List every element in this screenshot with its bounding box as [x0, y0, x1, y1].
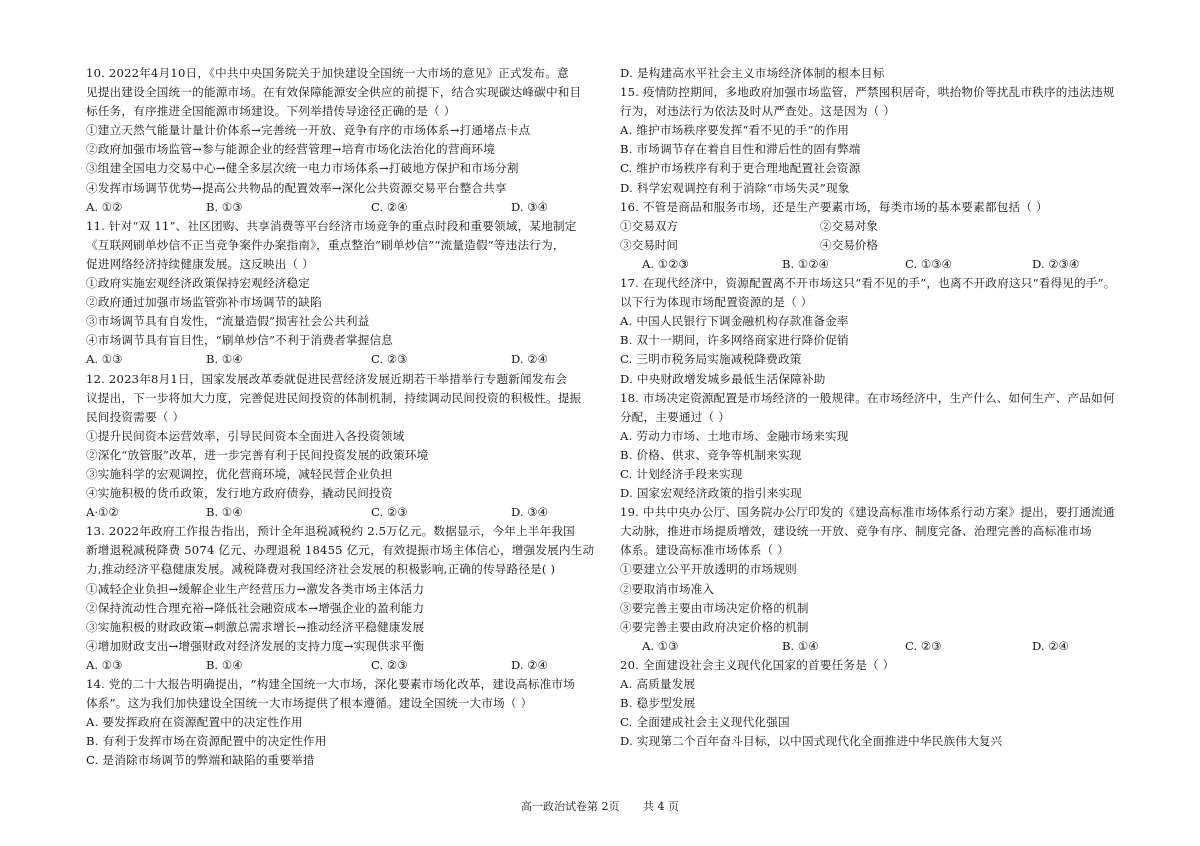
- text-line: ④发挥市场调节优势→提高公共物品的配置效率→深化公共资源交易平台整合共享: [86, 180, 507, 195]
- text-line: A. 高质量发展: [620, 677, 696, 691]
- text-line: 20. 全面建设社会主义现代化国家的首要任务是（ ）: [620, 657, 895, 672]
- page-footer: [0, 799, 1200, 815]
- text-line: ①政府实施宏观经济政策保持宏观经济稳定: [86, 276, 311, 291]
- text-line: A. 劳动力市场、土地市场、金融市场来实现: [620, 428, 849, 443]
- answer-option: C. ①③④: [905, 256, 953, 271]
- answer-options-row: [620, 217, 1140, 236]
- answer-options-row: [86, 198, 606, 217]
- text-line: ②深化“放管服”改革，进一步完善有利于民间投资发展的政策环境: [86, 447, 429, 462]
- text-line: C. 全面建成社会主义现代化强国: [620, 715, 790, 730]
- answer-options-row: [86, 656, 606, 675]
- text-line: ③实施科学的宏观调控，优化营商环境，减轻民营企业负担: [86, 466, 393, 481]
- text-line: 标任务，有序推进全国能源市场建设。下列举措传导途径正确的是（ ）: [86, 104, 456, 119]
- left-column: [86, 64, 606, 770]
- answer-option: C. ②③: [371, 657, 408, 672]
- text-line: 体系”。这为我们加快建设全国统一大市场提供了根本遵循。建设全国统一大市场（ ）: [86, 696, 533, 711]
- answer-option: A. ①②③: [642, 256, 689, 271]
- text-line: 体系。建设高标准市场体系（ ）: [620, 543, 789, 558]
- answer-option: ③交易时间: [620, 237, 678, 252]
- text-line: 11. 针对“双 11”、社区团购、共享消费等平台经济市场竞争的重点时段和重要领域，某地制定: [86, 218, 577, 233]
- answer-option: B. ①④: [206, 352, 243, 367]
- text-line: 民间投资需要（ ）: [86, 409, 185, 424]
- text-line: 促进网络经济持续健康发展。这反映出（ ）: [86, 256, 314, 271]
- answer-option: B. ①④: [206, 657, 243, 672]
- answer-option: A. ①③: [86, 657, 123, 672]
- answer-option: D. ③④: [511, 199, 549, 214]
- answer-option: D. ③④: [511, 505, 549, 520]
- text-line: B. 双十一期间，许多网络商家进行降价促销: [620, 333, 849, 348]
- text-line: ③要完善主要由市场决定价格的机制: [620, 600, 809, 615]
- answer-option: D. ②④: [511, 657, 549, 672]
- text-line: ④要完善主要由政府决定价格的机制: [620, 619, 809, 634]
- answer-option: A·①②: [86, 505, 119, 520]
- answer-options-row: [620, 637, 1140, 656]
- text-line: A. 中国人民银行下调金融机构存款准备金率: [620, 314, 849, 329]
- text-line: ①减轻企业负担→缓解企业生产经营压力→激发各类市场主体活力: [86, 581, 425, 596]
- text-line: ④市场调节具有盲目性，“刷单炒信”不利于消费者掌握信息: [86, 333, 394, 348]
- text-line: 12. 2023年8月1日，国家发展改革委就促进民营经济发展近期若干举措举行专题新闻发布会: [86, 371, 568, 386]
- text-line: 16. 不管是商品和服务市场，还是生产要素市场，每类市场的基本要素都包括（ ）: [620, 199, 1048, 214]
- text-line: 15. 疫情防控期间，多地政府加强市场监管，严禁囤积居奇，哄抬物价等扰乱市秩序的违法违规: [620, 85, 1115, 100]
- text-line: D. 是构建高水平社会主义市场经济体制的根本目标: [620, 66, 885, 80]
- footer-page-number: 高一政治试卷第 2页: [521, 800, 620, 813]
- text-line: A. 维护市场秩序要发挥“看不见的手”的作用: [620, 123, 850, 138]
- text-line: ③组建全国电力交易中心→健全多层次统一电力市场体系→打破地方保护和市场分割: [86, 161, 519, 176]
- answer-option: ④交易价格: [820, 237, 878, 252]
- text-line: 力,推动经济平稳健康发展。减税降费对我国经济社会发展的积极影响,正确的传导路径是( ): [86, 562, 556, 577]
- text-line: A. 要发挥政府在资源配置中的决定性作用: [86, 715, 303, 730]
- answer-option: D. ②③④: [1032, 256, 1080, 271]
- answer-option: A. ①②: [86, 199, 123, 214]
- text-line: 14. 党的二十大报告明确提出，“构建全国统一大市场，深化要素市场化改革，建设高标准市场: [86, 677, 576, 691]
- text-line: ④增加财政支出→增强财政对经济发展的支持力度→实现供求平衡: [86, 638, 425, 653]
- text-line: 分配，主要通过（ ）: [620, 409, 731, 424]
- answer-option: D. ②④: [511, 352, 549, 367]
- text-line: ②保持流动性合理充裕→降低社会融资成本→增强企业的盈利能力: [86, 600, 425, 615]
- text-line: C. 三明市税务局实施减税降费政策: [620, 352, 802, 367]
- text-line: B. 稳步型发展: [620, 696, 696, 711]
- text-line: D. 实现第二个百年奋斗目标，以中国式现代化全面推进中华民族伟大复兴: [620, 734, 1003, 749]
- text-line: D. 中央财政增发城乡最低生活保障补助: [620, 371, 826, 386]
- text-line: 10. 2022年4月10日，《中共中央国务院关于加快建设全国统一大市场的意见》正式发布。意: [86, 66, 569, 80]
- text-line: 大动脉，推进市场提质增效，建设统一开放、竞争有序、制度完备、治理完善的高标准市场: [620, 524, 1092, 539]
- text-line: ①提升民间资本运营效率，引导民间资本全面进入各投资领域: [86, 428, 405, 443]
- text-line: 以下行为体现市场配置资源的是（ ）: [620, 295, 813, 310]
- answer-options-row: [620, 255, 1140, 274]
- text-line: D. 国家宏观经济政策的指引来实现: [620, 486, 802, 501]
- text-line: D. 科学宏观调控有利于消除“市场失灵”现象: [620, 180, 850, 195]
- answer-option: ②交易对象: [820, 218, 878, 233]
- text-line: 见提出建设全国统一的能源市场。在有效保障能源安全供应的前提下，结合实现碳达峰碳中和目: [86, 85, 582, 100]
- text-line: ④实施积极的货币政策，发行地方政府债券，撬动民间投资: [86, 486, 393, 501]
- text-line: C. 计划经济手段来实现: [620, 466, 743, 481]
- text-line: ②政府加强市场监管→参与能源企业的经营管理→培育市场化法治化的营商环境: [86, 142, 496, 157]
- answer-option: B. ①④: [782, 638, 819, 653]
- answer-option: C. ②④: [371, 199, 408, 214]
- text-line: ①要建立公平开放透明的市场规则: [620, 562, 797, 577]
- answer-option: C. ②③: [905, 638, 942, 653]
- answer-option: A. ①③: [642, 638, 679, 653]
- text-line: C. 是消除市场调节的弊端和缺陷的重要举措: [86, 753, 315, 768]
- answer-option: B. ①④: [206, 505, 243, 520]
- answer-option: A. ①③: [86, 352, 123, 367]
- text-line: 新增退税减税降费 5074 亿元、办理退税 18455 亿元，有效提振市场主体信心，增强发展内生动: [86, 543, 595, 558]
- text-line: 《互联网刷单炒信不正当竞争案件办案指南》，重点整治“刷单炒信”“流量造假”等违法行为，: [86, 237, 565, 252]
- text-line: 13. 2022年政府工作报告指出，预计全年退税减税约 2.5万亿元。数据显示，今年上半年我国: [86, 524, 575, 539]
- text-line: B. 有利于发挥市场在资源配置中的决定性作用: [86, 734, 327, 749]
- answer-option: B. ①②④: [782, 256, 830, 271]
- text-line: 行为，对违法行为依法及时从严查处。这是因为（ ）: [620, 104, 896, 119]
- text-line: B. 价格、供求、竞争等机制来实现: [620, 447, 802, 462]
- answer-option: ①交易双方: [620, 218, 678, 233]
- answer-option: D. ②④: [1032, 638, 1070, 653]
- right-column: [620, 64, 1140, 751]
- text-line: ③实施积极的财政政策→刺激总需求增长→推动经济平稳健康发展: [86, 619, 425, 634]
- answer-option: C. ②③: [371, 505, 408, 520]
- text-line: 18. 市场决定资源配置是市场经济的一般规律。在市场经济中，生产什么、如何生产、产品如何: [620, 390, 1115, 405]
- text-line: ①建立天然气能量计量计价体系→完善统一开放、竞争有序的市场体系→打通堵点卡点: [86, 123, 531, 138]
- answer-option: C. ②③: [371, 352, 408, 367]
- text-line: ③市场调节具有自发性，“流量造假”损害社会公共利益: [86, 314, 370, 329]
- answer-option: B. ①③: [206, 199, 243, 214]
- text-line: ②政府通过加强市场监管弥补市场调节的缺陷: [86, 295, 322, 310]
- answer-options-row: [86, 503, 606, 522]
- answer-options-row: [86, 350, 606, 369]
- text-line: C. 维护市场秩序有利于更合理地配置社会资源: [620, 161, 861, 176]
- footer-total-pages: 共 4 页: [643, 800, 679, 813]
- text-line: B. 市场调节存在着自目性和滞后性的固有弊端: [620, 142, 861, 157]
- answer-options-row: [620, 236, 1140, 255]
- text-line: ②要取消市场准入: [620, 581, 715, 596]
- text-line: 19. 中共中央办公厅、国务院办公厅印发的《建设高标准市场体系行动方案》提出，要打通流通: [620, 505, 1115, 520]
- text-line: 17. 在现代经济中，资源配置离不开市场这只“看不见的手”，也离不开政府这只“看得见的手”。: [620, 276, 1116, 291]
- text-line: 议提出，下一步将加大力度，完善促进民间投资的体制机制，持续调动民间投资的积极性。提振: [86, 390, 582, 405]
